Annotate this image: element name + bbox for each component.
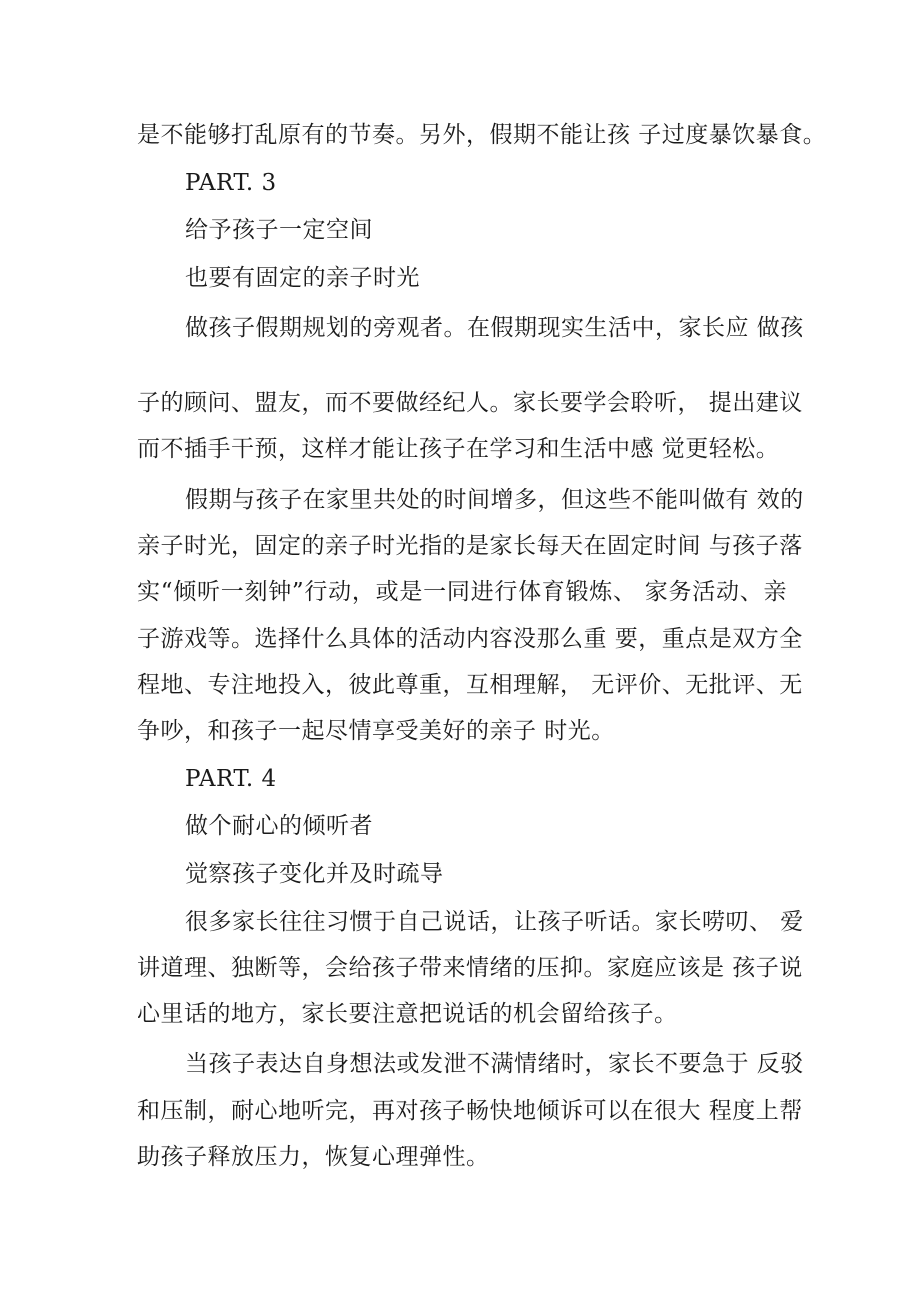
body-text-line: 程地、专注地投入，彼此尊重，互相理解， 无评价、无批评、无 bbox=[137, 672, 803, 698]
section-title: 给予孩子一定空间 bbox=[185, 217, 373, 243]
section-subtitle: 觉察孩子变化并及时疏导 bbox=[185, 861, 444, 887]
body-text-line: 子游戏等。选择什么具体的活动内容没那么重 要，重点是双方全 bbox=[137, 626, 803, 652]
section-heading-part-3: PART. 3 bbox=[185, 170, 277, 196]
body-text-line: 亲子时光，固定的亲子时光指的是家长每天在固定时间 与孩子落 bbox=[137, 533, 803, 559]
body-text-line: 是不能够打乱原有的节奏。另外，假期不能让孩 子过度暴饮暴食。 bbox=[137, 122, 827, 148]
body-text-line: 当孩子表达自身想法或发泄不满情绪时，家长不要急于 反驳 bbox=[185, 1051, 804, 1077]
section-title: 做个耐心的倾听者 bbox=[185, 813, 373, 839]
body-text-line: 助孩子释放压力，恢复心理弹性。 bbox=[137, 1144, 490, 1170]
body-text-line: 心里话的地方，家长要注意把说话的机会留给孩子。 bbox=[137, 1001, 678, 1027]
body-text-line: 讲道理、独断等，会给孩子带来情绪的压抑。家庭应该是 孩子说 bbox=[137, 955, 803, 981]
section-heading-part-4: PART. 4 bbox=[185, 766, 277, 792]
body-text-line: 做孩子假期规划的旁观者。在假期现实生活中，家长应 做孩 bbox=[185, 315, 804, 341]
body-text-line: 实“倾听一刻钟”行动，或是一同进行体育锻炼、 家务活动、亲 bbox=[137, 579, 787, 605]
body-text-line: 和压制，耐心地听完，再对孩子畅快地倾诉可以在很大 程度上帮 bbox=[137, 1098, 803, 1124]
body-text-line: 子的顾问、盟友，而不要做经纪人。家长要学会聆听， 提出建议 bbox=[137, 390, 803, 416]
body-text-line: 而不插手干预，这样才能让孩子在学习和生活中感 觉更轻松。 bbox=[137, 436, 780, 462]
body-text-line: 争吵，和孩子一起尽情享受美好的亲子 时光。 bbox=[137, 718, 615, 744]
section-subtitle: 也要有固定的亲子时光 bbox=[185, 265, 420, 291]
body-text-line: 假期与孩子在家里共处的时间增多，但这些不能叫做有 效的 bbox=[185, 487, 804, 513]
body-text-line: 很多家长往往习惯于自己说话，让孩子听话。家长唠叨、 爱 bbox=[185, 909, 804, 935]
